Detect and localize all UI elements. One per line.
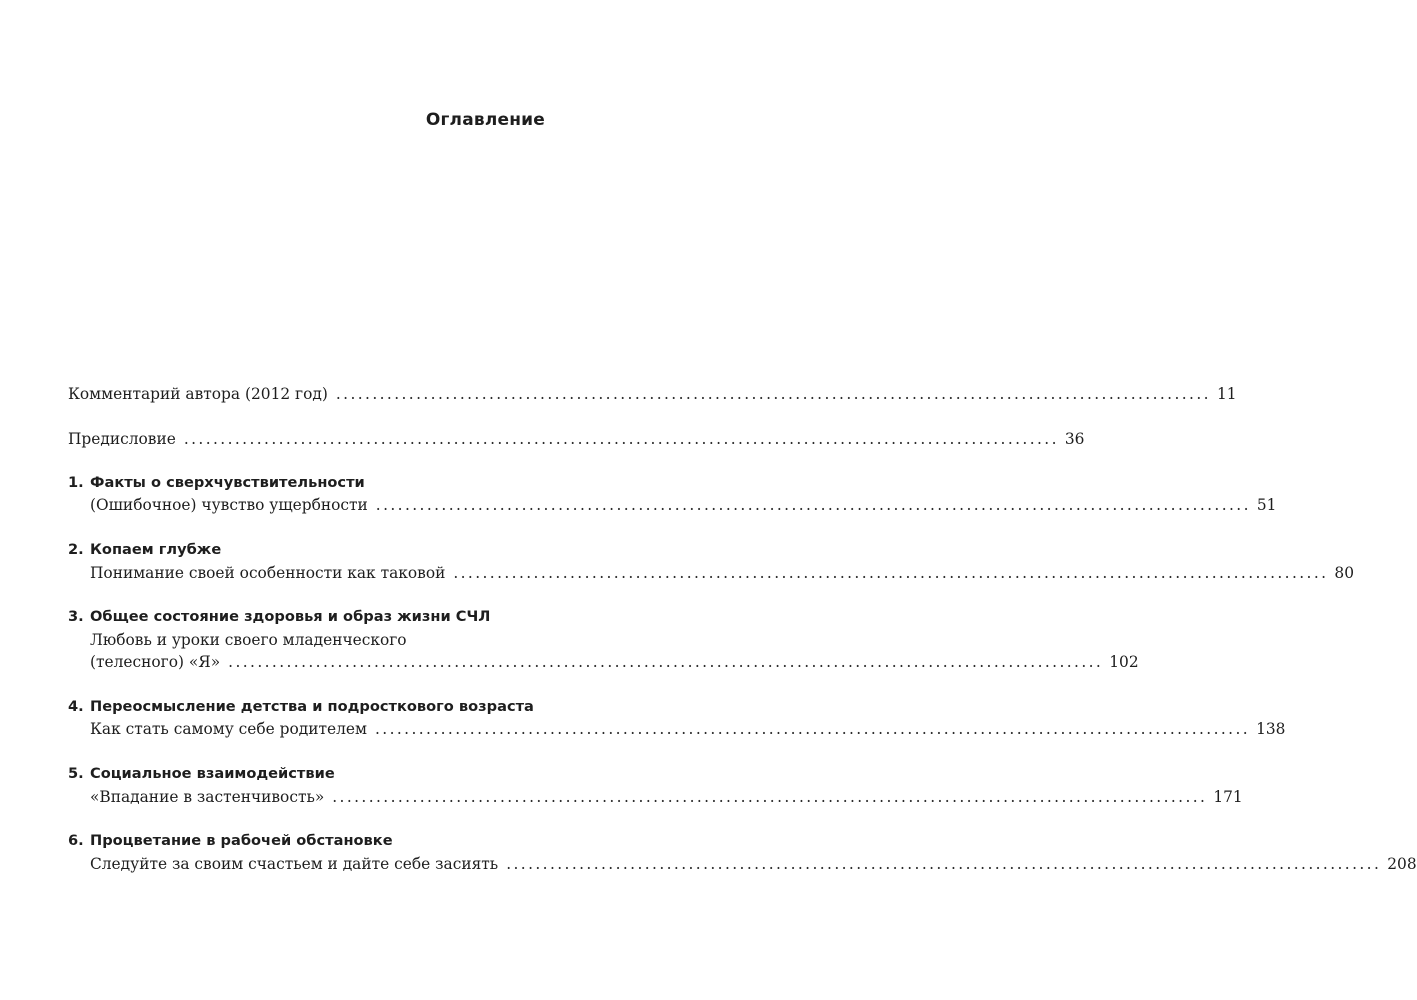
chapter-title: Социальное взаимодействие [90,765,335,782]
toc-entry-author-comment[interactable] [68,383,1237,405]
chapter-number: 4. [68,698,84,715]
toc-chapter-5-title[interactable] [68,763,335,785]
toc-chapter-4-title[interactable] [68,696,534,718]
chapter-title: Процветание в рабочей обстановке [90,832,393,849]
chapter-number: 1. [68,474,84,491]
toc-chapter-3-entry-line1: Любовь и уроки своего младенческого [90,631,407,649]
chapter-title: Общее состояние здоровья и образ жизни СЧЛ [90,608,491,625]
toc-page-number: 11 [1216,385,1237,403]
page-title: Оглавление [425,110,545,130]
toc-chapter-1-entry[interactable] [90,494,1277,516]
leader-dots: ........................................................................................................................ [228,653,1104,671]
toc-chapter-6-entry[interactable] [90,853,1417,875]
chapter-number: 2. [68,541,84,558]
toc-entry-label: Как стать самому себе родителем [90,720,367,738]
chapter-number: 5. [68,765,84,782]
toc-entry-label: Предисловие [68,430,176,448]
leader-dots: ........................................................................................................................ [332,788,1208,806]
toc-chapter-3-title[interactable] [68,606,490,628]
toc-page-number: 80 [1334,564,1355,582]
toc-entry-label: Следуйте за своим счастьем и дайте себе засиять [90,855,499,873]
toc-chapter-1-title[interactable] [68,472,365,494]
toc-chapter-3-entry[interactable] [90,651,1139,673]
chapter-title: Копаем глубже [90,541,222,558]
leader-dots: ........................................................................................................................ [506,855,1382,873]
leader-dots: ........................................................................................................................ [453,564,1329,582]
chapter-number: 6. [68,832,84,849]
toc-chapter-5-entry[interactable] [90,786,1243,808]
toc-entry-label: Комментарий автора (2012 год) [68,385,328,403]
leader-dots: ........................................................................................................................ [183,430,1059,448]
toc-page-number: 36 [1064,430,1085,448]
toc-page-number: 208 [1387,855,1417,873]
toc-page-number: 138 [1256,720,1286,738]
toc-entry-label: «Впадание в застенчивость» [90,788,325,806]
leader-dots: ........................................................................................................................ [374,720,1251,738]
toc-chapter-2-entry[interactable] [90,562,1355,584]
leader-dots: ........................................................................................................................ [375,496,1251,514]
toc-page-number: 102 [1109,653,1139,671]
toc-chapter-6-title[interactable] [68,830,393,852]
toc-page-number: 51 [1256,496,1277,514]
toc-chapter-2-title[interactable] [68,539,221,561]
chapter-number: 3. [68,608,84,625]
leader-dots: ........................................................................................................................ [335,385,1211,403]
toc-entry-label: Понимание своей особенности как таковой [90,564,446,582]
toc-chapter-4-entry[interactable] [90,718,1286,740]
chapter-title: Факты о сверхчувствительности [90,474,365,491]
toc-entry-label: (телесного) «Я» [90,653,221,671]
toc-entry-label: (Ошибочное) чувство ущербности [90,496,368,514]
toc-entry-preface[interactable] [68,428,1085,450]
toc-page-number: 171 [1213,788,1243,806]
chapter-title: Переосмысление детства и подросткового возраста [90,698,534,715]
